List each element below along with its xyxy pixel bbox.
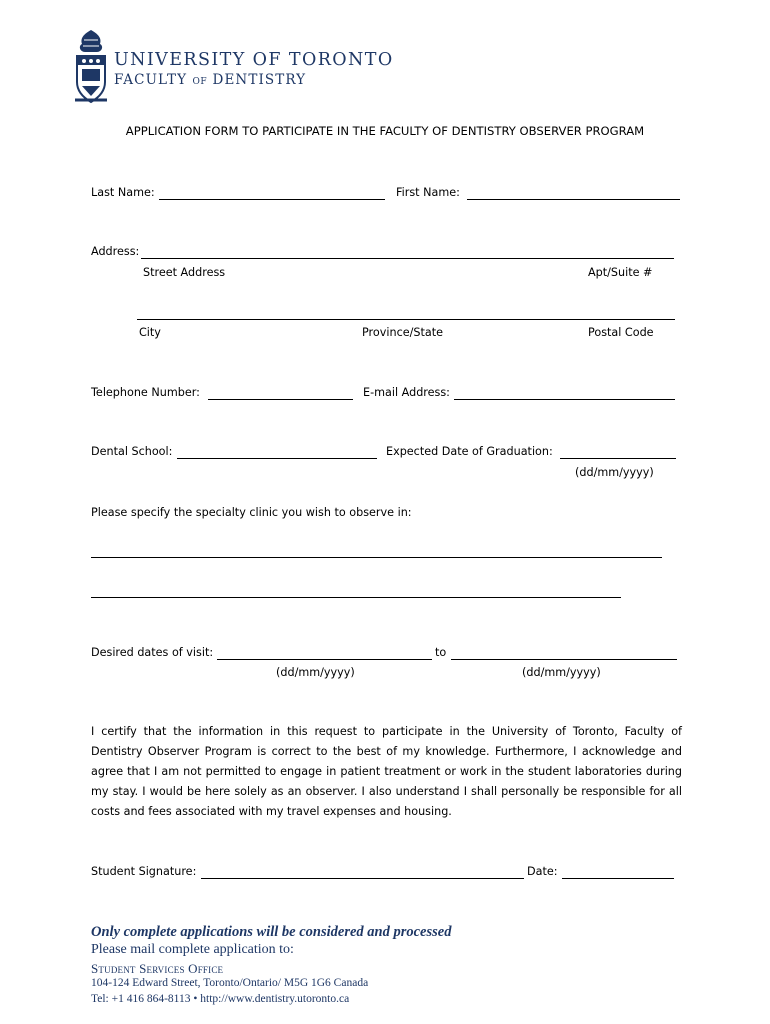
specialty-field-line-2[interactable] — [91, 597, 621, 598]
date-from-format-hint: (dd/mm/yyyy) — [276, 666, 355, 679]
city-caption: City — [139, 326, 161, 339]
specialty-field-line-1[interactable] — [91, 557, 662, 558]
university-crest-logo — [74, 28, 108, 104]
last-name-label: Last Name: — [91, 186, 155, 199]
certification-statement: I certify that the information in this request to participate in the University of Toronto, Faculty of Dentistry Observer Program is correct to the best of my knowledge. Furthermore, I acknowledge and agree that I am not permitted to engage in patient treatment or work in the student laboratories during my stay. I would be here solely as an observer. I also understand I shall personally be responsible for all costs and fees associated with my travel expenses and housing. — [91, 725, 682, 818]
street-address-caption: Street Address — [143, 266, 226, 279]
signature-label: Student Signature: — [91, 865, 197, 878]
desired-date-to-field[interactable] — [451, 659, 677, 660]
office-address: 104-124 Edward Street, Toronto/Ontario/ M5G 1G6 Canada — [91, 977, 369, 989]
form-title: APPLICATION FORM TO PARTICIPATE IN THE FACULTY OF DENTISTRY OBSERVER PROGRAM — [125, 124, 645, 138]
completeness-notice: Only complete applications will be considered and processed — [91, 924, 452, 940]
email-label: E-mail Address: — [363, 386, 450, 399]
first-name-field[interactable] — [467, 199, 680, 200]
graduation-label: Expected Date of Graduation: — [386, 445, 553, 458]
first-name-label: First Name: — [396, 186, 460, 199]
faculty-name: FACULTY OF DENTISTRY — [114, 72, 307, 88]
graduation-date-field[interactable] — [560, 458, 676, 459]
apt-suite-caption: Apt/Suite # — [588, 266, 653, 279]
address-label: Address: — [91, 245, 140, 258]
office-name: Student Services Office — [91, 961, 224, 976]
date-label: Date: — [527, 865, 558, 878]
email-field[interactable] — [454, 399, 675, 400]
university-name: UNIVERSITY OF TORONTO — [114, 50, 394, 70]
province-caption: Province/State — [362, 326, 443, 339]
signature-date-field[interactable] — [562, 878, 674, 879]
postal-code-caption: Postal Code — [588, 326, 654, 339]
to-label: to — [435, 646, 447, 659]
signature-field[interactable] — [201, 878, 524, 879]
telephone-field[interactable] — [208, 399, 353, 400]
last-name-field[interactable] — [159, 199, 385, 200]
desired-dates-label: Desired dates of visit: — [91, 646, 214, 659]
city-province-postal-field[interactable] — [137, 319, 675, 320]
specialty-prompt: Please specify the specialty clinic you wish to observe in: — [91, 506, 412, 519]
street-address-field[interactable] — [141, 258, 674, 259]
telephone-label: Telephone Number: — [91, 386, 200, 399]
graduation-format-hint: (dd/mm/yyyy) — [575, 466, 654, 479]
mail-instruction: Please mail complete application to: — [91, 942, 294, 957]
office-contact: Tel: +1 416 864-8113 • http://www.dentistry.utoronto.ca — [91, 993, 350, 1005]
date-to-format-hint: (dd/mm/yyyy) — [522, 666, 601, 679]
dental-school-label: Dental School: — [91, 445, 173, 458]
dental-school-field[interactable] — [177, 458, 377, 459]
desired-date-from-field[interactable] — [217, 659, 432, 660]
